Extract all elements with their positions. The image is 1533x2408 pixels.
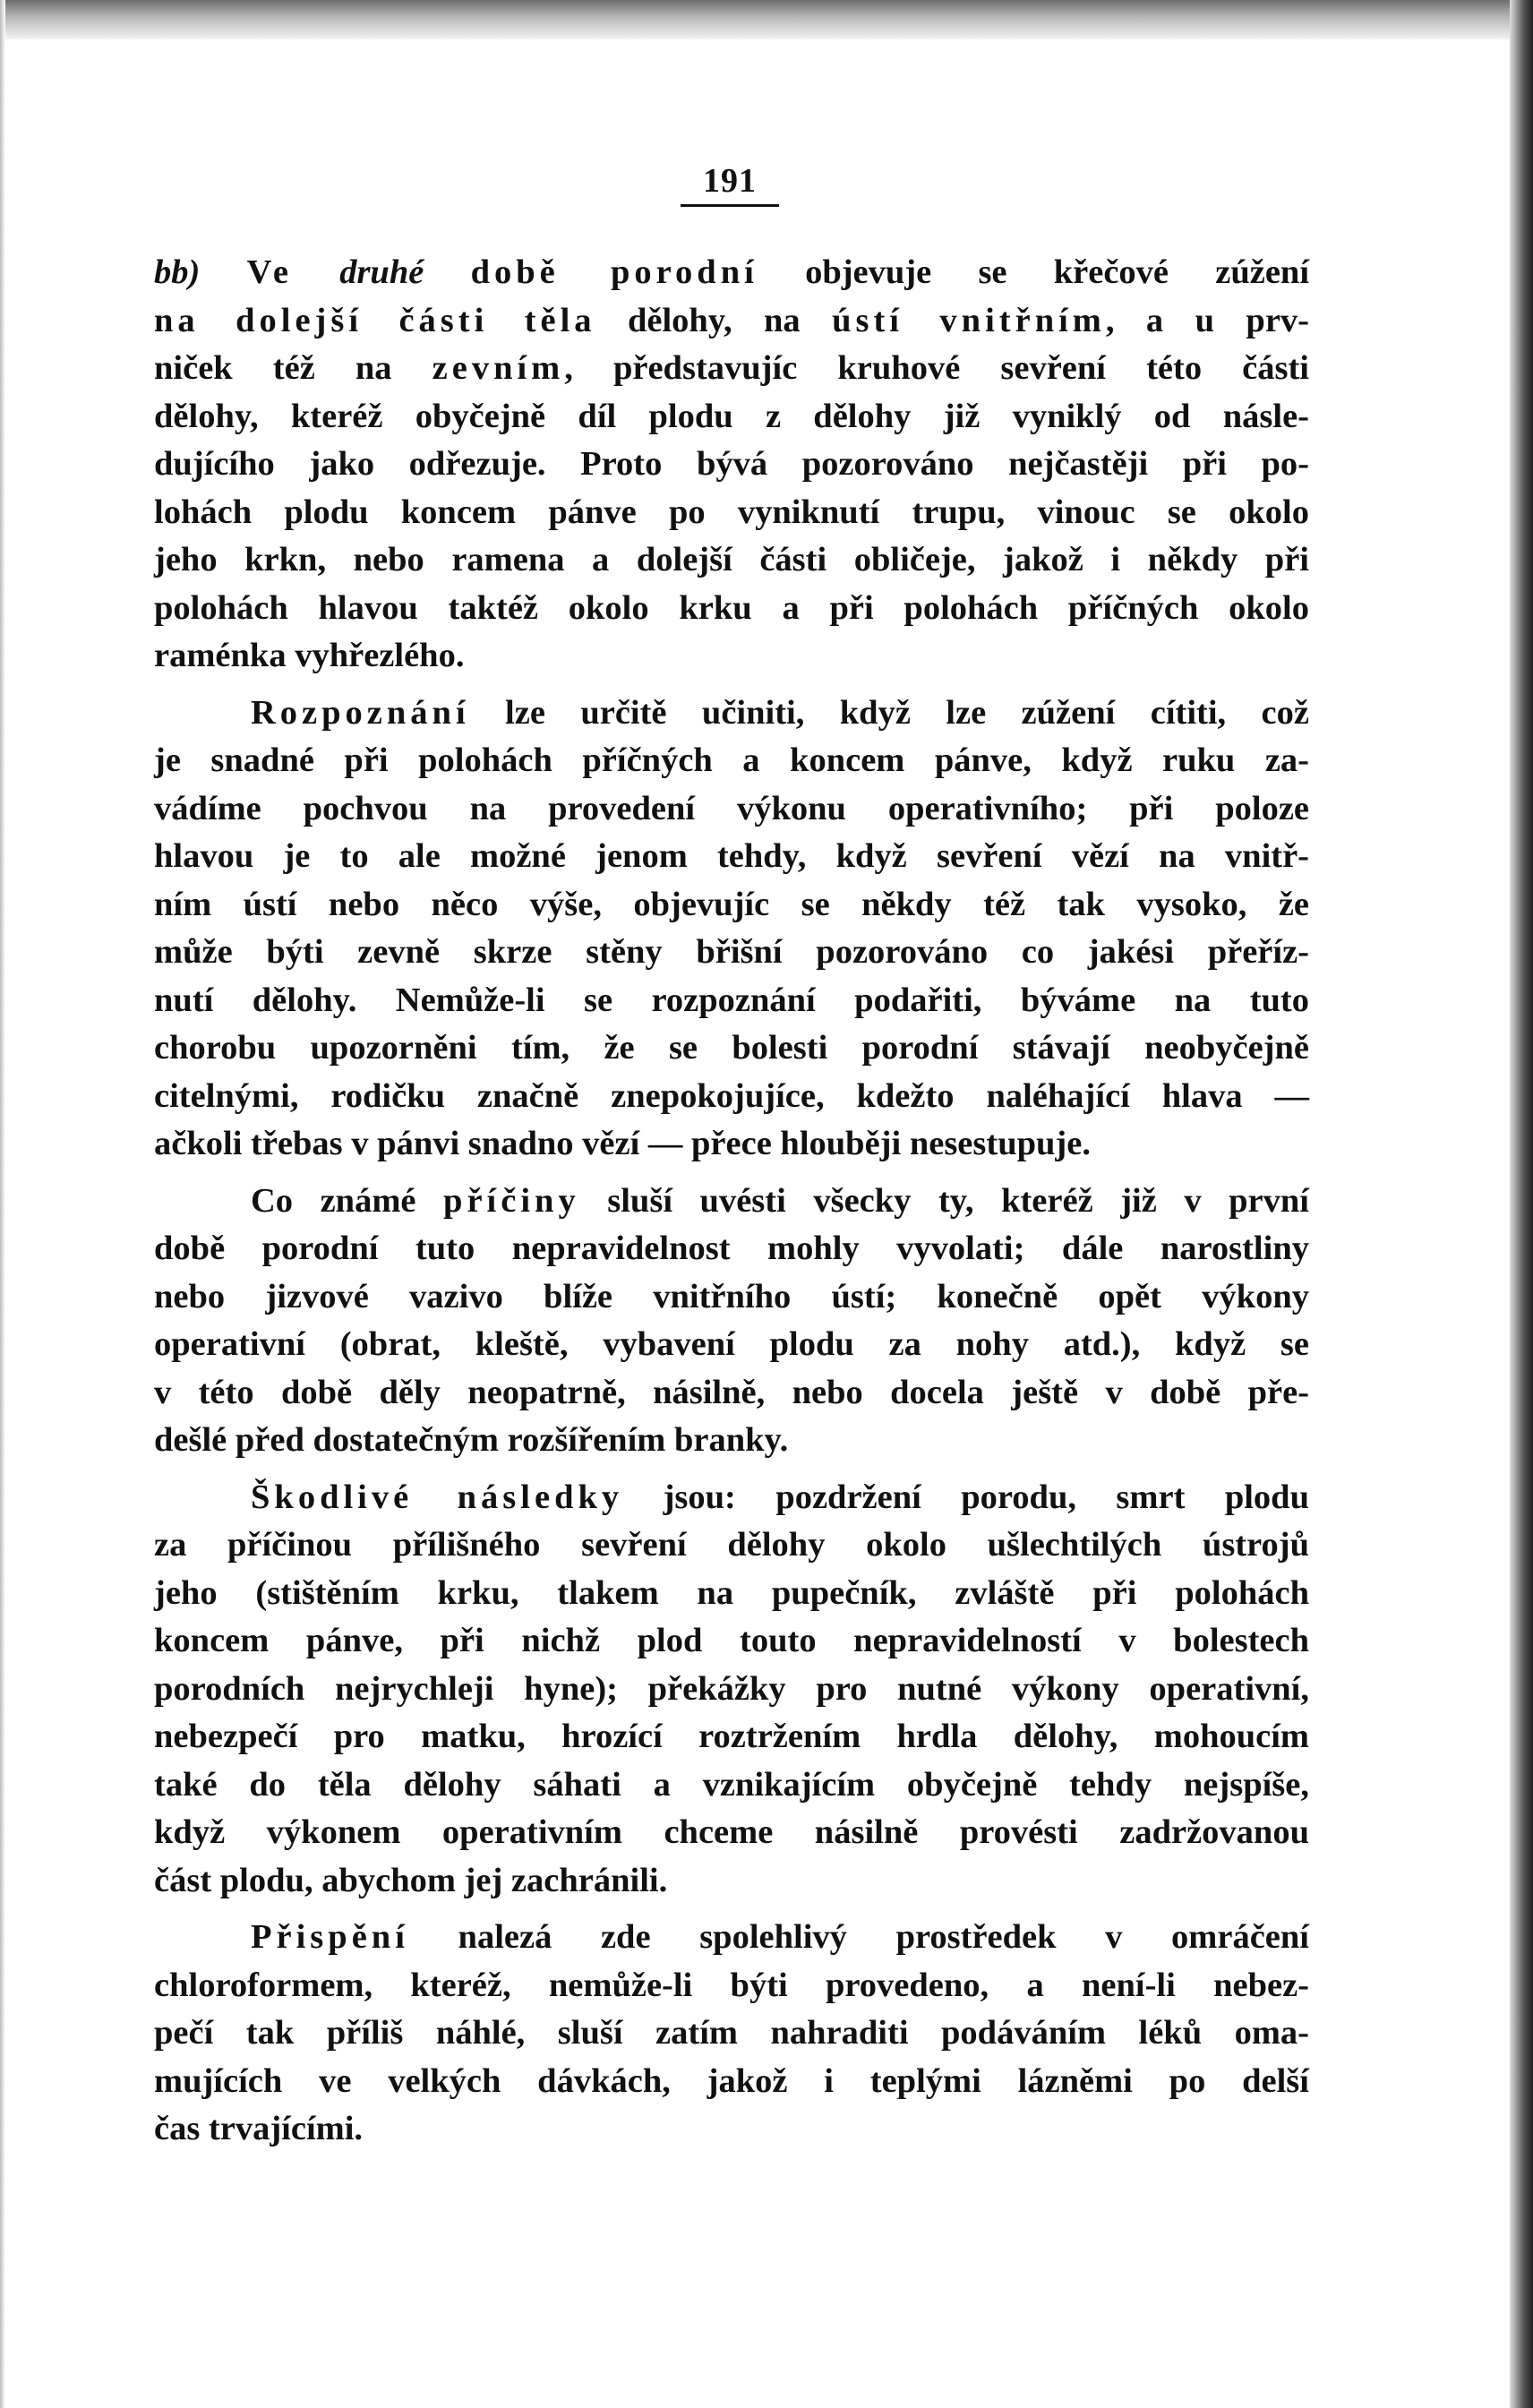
text-line: dešlé před dostatečným rozšířením branky. bbox=[154, 1421, 789, 1459]
emphasis: druhé bbox=[339, 253, 424, 291]
text-line: ním ústí nebo něco výše, objevujíc se někdy též tak vysoko, že bbox=[154, 885, 1309, 923]
text-line: Rozpoznání lze určitě učiniti, když lze zúžení cítiti, což bbox=[251, 693, 1309, 732]
text-line: také do těla dělohy sáhati a vznikajícím obyčejně tehdy nejspíše, bbox=[154, 1765, 1309, 1804]
text-line: porodních nejrychleji hyne); překážky pro nutné výkony operativní, bbox=[154, 1669, 1309, 1708]
text-line: čas trvajícími. bbox=[154, 2110, 364, 2147]
scan-border-left bbox=[0, 0, 5, 2408]
text-line: nebezpečí pro matku, hrozící roztržením hrdla dělohy, mohoucím bbox=[154, 1718, 1309, 1755]
spaced-term: ústí vnitřním bbox=[832, 301, 1106, 339]
scan-border-top bbox=[0, 0, 1533, 39]
text-line: chorobu upozorněni tím, že se bolesti porodní stávají neobyčejně bbox=[154, 1029, 1309, 1067]
text-line: za příčinou přílišného sevření dělohy okolo ušlechtilých ústrojů bbox=[154, 1526, 1309, 1564]
paragraph-2 bbox=[154, 690, 1309, 1169]
paragraph-4 bbox=[154, 1474, 1309, 1906]
scan-border-right bbox=[1510, 0, 1533, 2408]
text-line: hlavou je to ale možné jenom tehdy, když sevření vězí na vnitř- bbox=[154, 837, 1309, 875]
text-line: část plodu, abychom jej zachránili. bbox=[154, 1861, 668, 1899]
text-line: v této době děly neopatrně, násilně, nebo docela ještě v době pře- bbox=[154, 1373, 1309, 1411]
text-line: mujících ve velkých dávkách, jakož i teplými lázněmi po delší bbox=[154, 2061, 1309, 2100]
text-line: na dolejší části těla dělohy, na ústí vnitřním, a u prv- bbox=[154, 301, 1309, 339]
text-line: dujícího jako odřezuje. Proto bývá pozorováno nejčastěji při po- bbox=[154, 445, 1309, 483]
text-line: lohách plodu koncem pánve po vyniknutí trupu, vinouc se okolo bbox=[154, 493, 1309, 531]
text-line: operativní (obrat, kleště, vybavení plodu za nohy atd.), když se bbox=[154, 1325, 1309, 1363]
text-line: jeho (stištěním krku, tlakem na pupečník, zvláště při polohách bbox=[154, 1573, 1309, 1612]
text-line: době porodní tuto nepravidelnost mohly vyvolati; dále narostliny bbox=[154, 1230, 1309, 1267]
text-line: jeho krkn, nebo ramena a dolejší části obličeje, jakož i někdy při bbox=[154, 541, 1309, 578]
text-line: nutí dělohy. Nemůže-li se rozpoznání podařiti, býváme na tuto bbox=[154, 981, 1309, 1019]
spaced-term: Rozpoznání bbox=[251, 693, 470, 732]
text-line: Přispění nalezá zde spolehlivý prostředek v omráčení bbox=[251, 1918, 1309, 1956]
text-line: bb) Ve druhé době porodní objevuje se křečové zúžení bbox=[154, 253, 1310, 291]
spaced-term: příčiny bbox=[443, 1181, 580, 1220]
text-line: může býti zevně skrze stěny břišní pozorováno co jakési přeříz- bbox=[154, 933, 1309, 971]
text-line: Škodlivé následky jsou: pozdržení porodu, smrt plodu bbox=[251, 1478, 1309, 1516]
spaced-term: Přispění bbox=[251, 1918, 409, 1956]
text-line: Co známé příčiny sluší uvésti všecky ty, kteréž již v první bbox=[251, 1181, 1309, 1220]
spaced-term: zevním bbox=[432, 349, 565, 387]
list-marker: bb) bbox=[154, 253, 201, 291]
text-line: dělohy, kteréž obyčejně díl plodu z dělohy již vyniklý od násle- bbox=[154, 397, 1309, 435]
text-line: ačkoli třebas v pánvi snadno vězí — přece hlouběji nesestupuje. bbox=[154, 1125, 1091, 1162]
text-line: koncem pánve, při nichž plod touto nepravidelností v bolestech bbox=[154, 1622, 1309, 1659]
text-line: polohách hlavou taktéž okolo krku a při polohách příčných okolo bbox=[154, 588, 1309, 627]
spaced-term: době porodní bbox=[470, 253, 758, 291]
paragraph-5 bbox=[154, 1914, 1309, 2154]
text-line: když výkonem operativním chceme násilně provésti zadržovanou bbox=[154, 1813, 1309, 1851]
text-line: citelnými, rodičku značně znepokojujíce, kdežto naléhající hlava — bbox=[154, 1076, 1309, 1115]
paragraph-3 bbox=[154, 1178, 1309, 1465]
text-line: je snadné při polohách příčných a koncem pánve, když ruku za- bbox=[154, 741, 1309, 779]
text-line: raménka vyhřezlého. bbox=[154, 637, 465, 674]
body-text bbox=[154, 249, 1309, 2154]
text-line: vádíme pochvou na provedení výkonu operativního; při poloze bbox=[154, 789, 1309, 827]
text-line: nebo jizvové vazivo blíže vnitřního ústí; konečně opět výkony bbox=[154, 1277, 1309, 1315]
text-line: pečí tak příliš náhlé, sluší zatím nahraditi podáváním léků oma- bbox=[154, 2014, 1309, 2052]
spaced-term: na dolejší části těla bbox=[154, 301, 596, 339]
paragraph-1 bbox=[154, 249, 1309, 681]
spaced-term: Škodlivé následky bbox=[251, 1478, 624, 1516]
text-line: niček též na zevním, představujíc kruhové sevření této části bbox=[154, 349, 1309, 387]
page-number: 191 bbox=[681, 161, 779, 207]
text-line: chloroformem, kteréž, nemůže-li býti provedeno, a není-li nebez- bbox=[154, 1966, 1309, 2004]
